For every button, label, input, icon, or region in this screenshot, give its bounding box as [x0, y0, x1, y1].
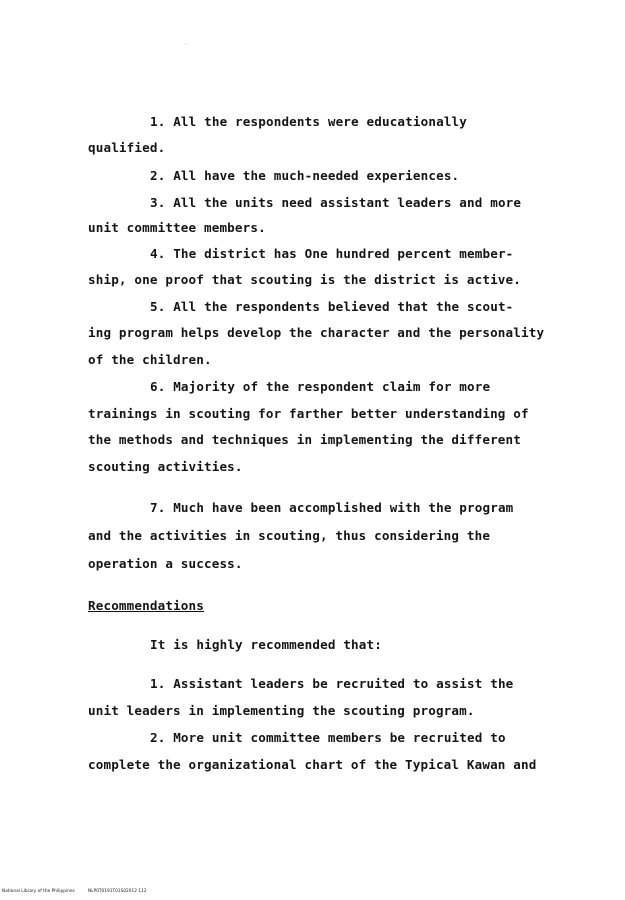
- footer-document-code: NLP0T0191T01S02012 112: [88, 889, 147, 894]
- conclusion-1-line-1: 1. All the respondents were educationally: [150, 114, 468, 129]
- conclusion-6-line-4: scouting activities.: [88, 459, 243, 474]
- conclusion-4-line-1: 4. The district has One hundred percent member-: [150, 246, 514, 261]
- footer-library-name: National Library of the Philippines: [2, 889, 75, 894]
- recommendation-2-line-2: complete the organizational chart of the Typical Kawan and: [88, 757, 537, 772]
- conclusion-7-line-1: 7. Much have been accomplished with the program: [150, 500, 514, 515]
- recommendation-1-line-1: 1. Assistant leaders be recruited to assist the: [150, 676, 514, 691]
- recommendations-intro: It is highly recommended that:: [150, 637, 382, 652]
- conclusion-4-line-2: ship, one proof that scouting is the district is active.: [88, 272, 521, 287]
- conclusion-7-line-2: and the activities in scouting, thus considering the: [88, 528, 491, 543]
- conclusion-5-line-2: ing program helps develop the character and the personality: [88, 325, 545, 340]
- conclusion-2-line-1: 2. All have the much-needed experiences.: [150, 168, 460, 183]
- recommendations-heading: Recommendations: [88, 598, 204, 613]
- recommendation-2-line-1: 2. More unit committee members be recruited to: [150, 730, 506, 745]
- conclusion-6-line-2: trainings in scouting for farther better understanding of: [88, 406, 529, 421]
- conclusion-1-line-2: qualified.: [88, 140, 166, 155]
- recommendation-1-line-2: unit leaders in implementing the scouting program.: [88, 703, 475, 718]
- conclusion-7-line-3: operation a success.: [88, 556, 243, 571]
- conclusion-3-line-2: unit committee members.: [88, 220, 266, 235]
- conclusion-6-line-3: the methods and techniques in implementing the different: [88, 432, 521, 447]
- conclusion-6-line-1: 6. Majority of the respondent claim for more: [150, 379, 491, 394]
- scan-speck: ˋ: [184, 43, 189, 51]
- conclusion-5-line-3: of the children.: [88, 352, 212, 367]
- conclusion-5-line-1: 5. All the respondents believed that the scout-: [150, 299, 514, 314]
- conclusion-3-line-1: 3. All the units need assistant leaders and more: [150, 195, 522, 210]
